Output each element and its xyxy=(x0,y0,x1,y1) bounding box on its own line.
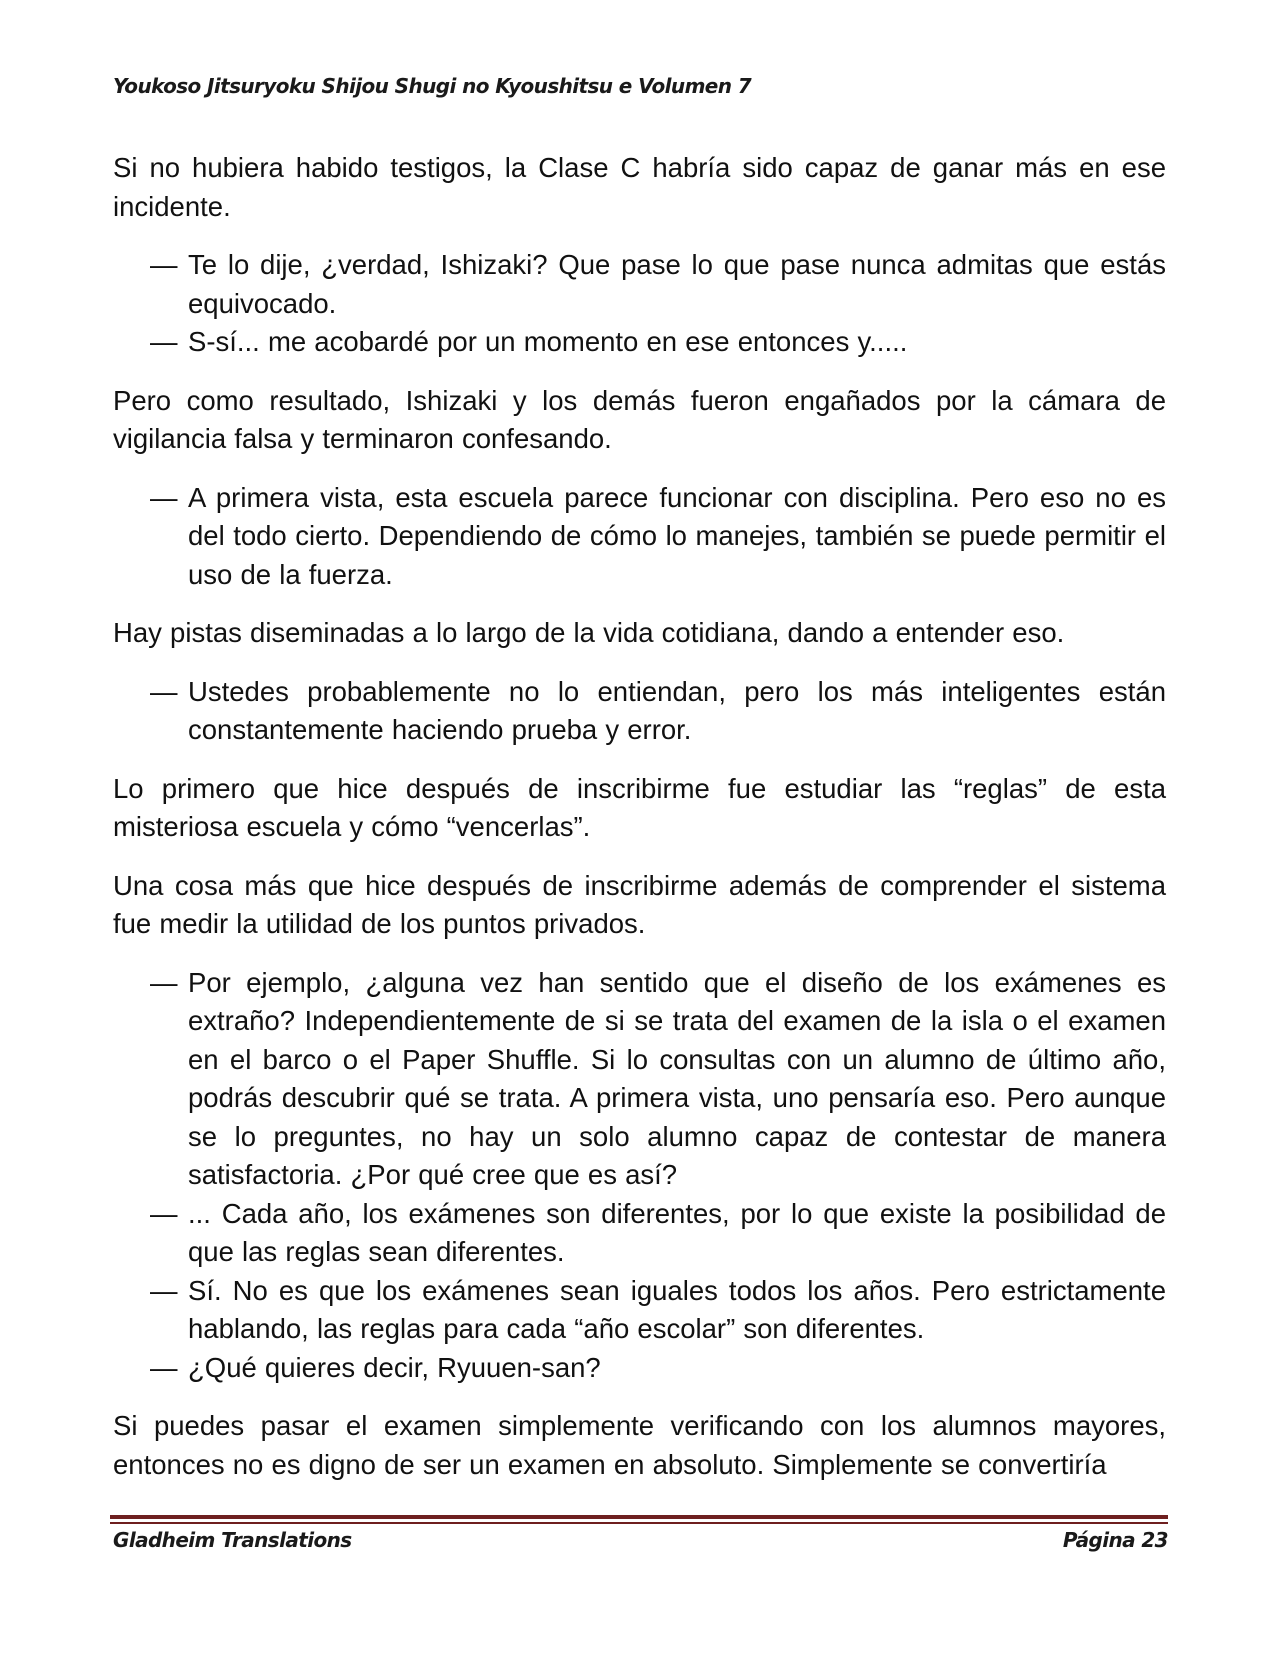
footer-rule-thin xyxy=(110,1522,1168,1524)
footer-rule xyxy=(110,1515,1168,1519)
dialogue-text: Por ejemplo, ¿alguna vez han sentido que el diseño de los exámenes es extraño? Independientemente de si se trata del examen de la isla o el examen en el barco o el Paper Shuffle. Si lo consultas con un alumno de último año, podrás descubrir qué se trata. A primera vista, uno pensaría eso. Pero aunque se lo preguntes, no hay un solo alumno capaz de contestar de manera satisfactoria. ¿Por qué cree que es así? xyxy=(188,966,1166,1190)
paragraph: Hay pistas diseminadas a lo largo de la vida cotidiana, dando a entender eso. xyxy=(113,617,1065,648)
paragraph: Si puedes pasar el examen simplemente verificando con los alumnos mayores, entonces no es digno de ser un examen en absoluto. Simplemente se convertiría xyxy=(113,1410,1166,1480)
paragraph: Pero como resultado, Ishizaki y los demás fueron engañados por la cámara de vigilancia falsa y terminaron confesando. xyxy=(113,384,1166,454)
em-dash: — xyxy=(150,326,178,357)
dialogue-line xyxy=(113,479,1166,595)
dialogue-text: Ustedes probablemente no lo entiendan, pero los más inteligentes están constantemente haciendo prueba y error. xyxy=(188,675,1166,745)
page-body xyxy=(113,149,1166,1504)
dialogue-line xyxy=(113,1272,1166,1349)
dialogue-line xyxy=(113,323,1166,362)
dialogue-text: Te lo dije, ¿verdad, Ishizaki? Que pase lo que pase nunca admitas que estás equivocado. xyxy=(188,249,1166,319)
dialogue-text: S-sí... me acobardé por un momento en ese entonces y..... xyxy=(188,326,908,357)
dialogue-line xyxy=(113,673,1166,750)
dialogue-text: Sí. No es que los exámenes sean iguales todos los años. Pero estrictamente hablando, las reglas para cada “año escolar” son diferentes. xyxy=(188,1274,1166,1344)
dialogue-group xyxy=(113,479,1166,595)
paragraph: Si no hubiera habido testigos, la Clase C habría sido capaz de ganar más en ese incidente. xyxy=(113,152,1166,222)
em-dash: — xyxy=(150,1197,178,1229)
dialogue-group xyxy=(113,246,1166,362)
em-dash: — xyxy=(150,966,178,998)
dialogue-group xyxy=(113,964,1166,1388)
paragraph: Lo primero que hice después de inscribirme fue estudiar las “reglas” de esta misteriosa escuela y cómo “vencerlas”. xyxy=(113,772,1166,842)
dialogue-line xyxy=(113,1349,1166,1388)
em-dash: — xyxy=(150,675,178,707)
em-dash: — xyxy=(150,1351,178,1383)
dialogue-group xyxy=(113,673,1166,750)
page-number: Página 23 xyxy=(1062,1528,1168,1552)
dialogue-text: ... Cada año, los exámenes son diferentes, por lo que existe la posibilidad de que las reglas sean diferentes. xyxy=(188,1197,1166,1267)
dialogue-line xyxy=(113,964,1166,1195)
paragraph: Una cosa más que hice después de inscribirme además de comprender el sistema fue medir la utilidad de los puntos privados. xyxy=(113,869,1166,939)
dialogue-text: ¿Qué quieres decir, Ryuuen-san? xyxy=(188,1351,601,1383)
dialogue-line xyxy=(113,1195,1166,1272)
em-dash: — xyxy=(150,249,178,280)
footer-credit: Gladheim Translations xyxy=(113,1528,352,1552)
dialogue-text: A primera vista, esta escuela parece funcionar con disciplina. Pero eso no es del todo cierto. Dependiendo de cómo lo manejes, también se puede permitir el uso de la fuerza. xyxy=(188,481,1166,590)
dialogue-line xyxy=(113,246,1166,323)
page-header: Youkoso Jitsuryoku Shijou Shugi no Kyoushitsu e Volumen 7 xyxy=(113,74,752,98)
em-dash: — xyxy=(150,1274,178,1306)
em-dash: — xyxy=(150,481,178,513)
